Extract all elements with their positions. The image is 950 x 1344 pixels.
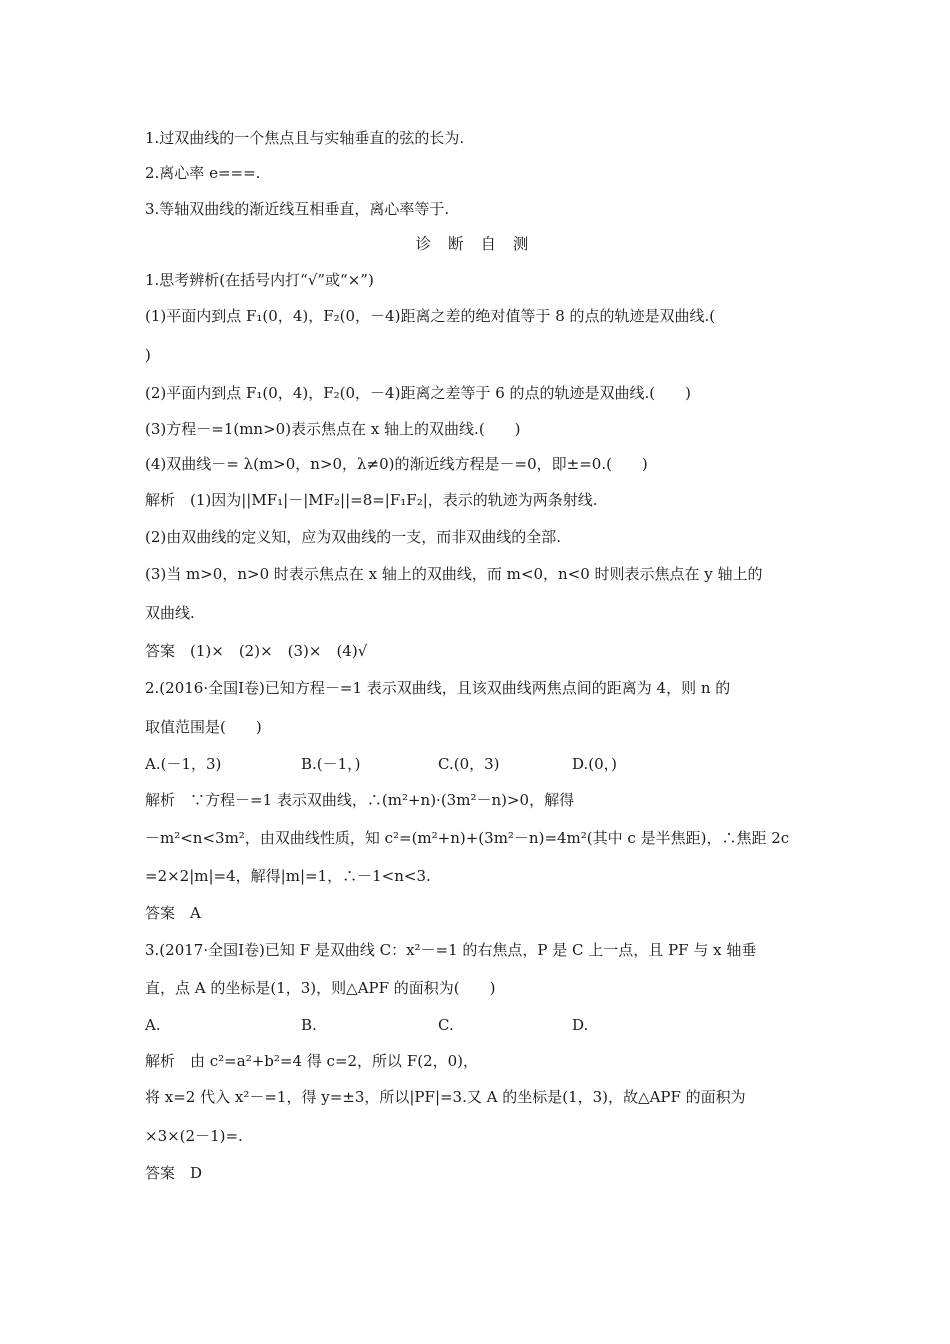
section-title: 诊 断 自 测 [415, 235, 535, 253]
q2-answer: 答案 A [145, 904, 201, 922]
q1-analysis-3: (3)当 m>0，n>0 时表示焦点在 x 轴上的双曲线，而 m<0，n<0 时则表示焦点在 y 轴上的 [145, 565, 763, 583]
q3-stem-cont: 直，点 A 的坐标是(1，3)，则△APF 的面积为( ) [145, 979, 496, 997]
q3-analysis-2: 将 x=2 代入 x²－=1，得 y=±3，所以|PF|=3.又 A 的坐标是(1，3)，故△APF 的面积为 [145, 1088, 746, 1106]
q3-analysis-3: ×3×(2－1)=. [145, 1127, 243, 1145]
q3-answer: 答案 D [145, 1164, 203, 1182]
summary-line-2: 2.离心率 e===. [145, 164, 261, 182]
q2-option-b: B.(－1，) [301, 755, 361, 773]
q3-option-d: D. [572, 1016, 589, 1034]
q2-analysis-1: 解析 ∵方程－=1 表示双曲线，∴(m²+n)·(3m²－n)>0，解得 [145, 791, 575, 809]
q1-answer: 答案 (1)× (2)× (3)× (4)√ [145, 642, 368, 660]
q1-statement-2: (2)平面内到点 F₁(0，4)，F₂(0，－4)距离之差等于 6 的点的轨迹是双曲线.( ) [145, 384, 691, 402]
q1-analysis-1: 解析 (1)因为||MF₁|－|MF₂||=8=|F₁F₂|，表示的轨迹为两条射线. [145, 491, 598, 509]
q2-analysis-3: =2×2|m|=4，解得|m|=1，∴－1<n<3. [145, 867, 431, 885]
q2-analysis-2: －m²<n<3m²，由双曲线性质，知 c²=(m²+n)+(3m²－n)=4m²(其中 c 是半焦距)，∴焦距 2c [145, 829, 790, 847]
q3-option-b: B. [301, 1016, 317, 1034]
q3-analysis-1: 解析 由 c²=a²+b²=4 得 c=2，所以 F(2，0)， [145, 1052, 479, 1070]
q2-stem-cont: 取值范围是( ) [145, 718, 262, 736]
summary-line-1: 1.过双曲线的一个焦点且与实轴垂直的弦的长为. [145, 129, 465, 147]
summary-line-3: 3.等轴双曲线的渐近线互相垂直，离心率等于. [145, 200, 450, 218]
q1-statement-3: (3)方程－=1(mn>0)表示焦点在 x 轴上的双曲线.( ) [145, 420, 521, 438]
q1-statement-1-bracket: ) [145, 346, 151, 364]
q2-stem: 2.(2016·全国Ⅰ卷)已知方程－=1 表示双曲线，且该双曲线两焦点间的距离为 4，则 n 的 [145, 679, 731, 697]
q1-analysis-2: (2)由双曲线的定义知，应为双曲线的一支，而非双曲线的全部. [145, 528, 562, 546]
q1-stem: 1.思考辨析(在括号内打“√”或“×”) [145, 271, 374, 289]
q2-option-d: D.(0，) [572, 755, 618, 773]
q3-option-c: C. [438, 1016, 454, 1034]
q2-option-c: C.(0，3) [438, 755, 500, 773]
q3-option-a: A. [145, 1016, 161, 1034]
q3-stem: 3.(2017·全国Ⅰ卷)已知 F 是双曲线 C：x²－=1 的右焦点，P 是 C 上一点，且 PF 与 x 轴垂 [145, 941, 757, 959]
q2-option-a: A.(－1，3) [145, 755, 222, 773]
q1-statement-4: (4)双曲线－= λ(m>0，n>0，λ≠0)的渐近线方程是－=0，即±=0.( ) [145, 455, 648, 473]
q1-statement-1: (1)平面内到点 F₁(0，4)，F₂(0，－4)距离之差的绝对值等于 8 的点的轨迹是双曲线.( [145, 307, 716, 325]
q1-analysis-3-cont: 双曲线. [145, 604, 195, 622]
